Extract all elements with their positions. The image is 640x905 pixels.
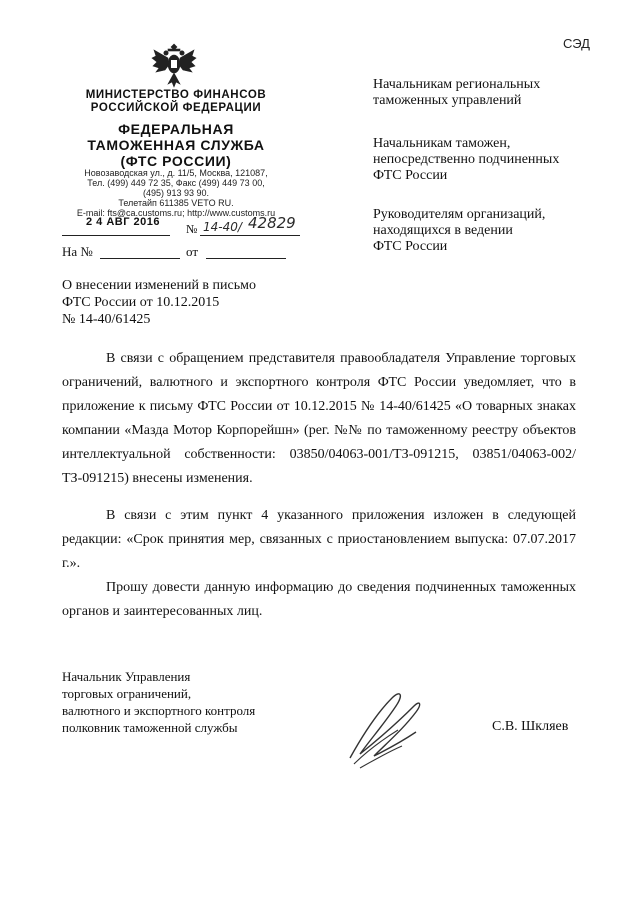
subject-line: О внесении изменений в письмо: [62, 278, 256, 293]
contact-teletype: Телетайп 611385 VETO RU.: [118, 198, 234, 208]
position-line: Начальник Управления: [62, 669, 191, 684]
handwritten-number: 14-40/: [203, 220, 242, 234]
reference-label: На №: [62, 244, 93, 259]
addressee-regional: [373, 77, 613, 109]
addressee-line: ФТС России: [373, 168, 448, 183]
addressee-organizations: [373, 207, 613, 255]
addressee-line: таможенных управлений: [373, 93, 522, 108]
subject-line: № 14-40/61425: [62, 312, 151, 327]
ministry-name: [60, 89, 292, 115]
registration-mark: СЭД: [563, 36, 590, 51]
addressee-line: непосредственно подчиненных: [373, 152, 560, 167]
number-label: №: [186, 222, 198, 236]
position-line: полковник таможенной службы: [62, 720, 238, 735]
addressee-line: ФТС России: [373, 239, 448, 254]
service-name: [60, 121, 292, 169]
addressee-line: Начальникам региональных: [373, 77, 541, 92]
service-line-2: ТАМОЖЕННАЯ СЛУЖБА: [87, 137, 265, 153]
registration-date: 2 4 АВГ 2016: [86, 216, 160, 228]
contact-phone-2: (495) 913 93 90.: [142, 188, 210, 198]
signatory-position: [62, 668, 255, 736]
body-paragraph-3: Прошу довести данную информацию до сведения подчиненных таможенных органов и заинтересованных лиц.: [62, 580, 576, 619]
position-line: валютного и экспортного контроля: [62, 703, 256, 718]
addressee-line: Начальникам таможен,: [373, 136, 511, 151]
contact-phone-fax: Тел. (499) 449 72 35, Факс (499) 449 73 00,: [87, 178, 265, 188]
reference-date-line: [206, 258, 286, 259]
reference-number-line: [100, 258, 180, 259]
ministry-line-2: РОССИЙСКОЙ ФЕДЕРАЦИИ: [90, 102, 262, 114]
service-line-3: (ФТС РОССИИ): [120, 153, 232, 169]
reference-from-label: от: [186, 244, 199, 259]
addressee-customs: [373, 136, 613, 184]
contact-address: Новозаводская ул., д. 11/5, Москва, 121087,: [84, 168, 268, 178]
subject-line: ФТС России от 10.12.2015: [62, 295, 220, 310]
position-line: торговых ограничений,: [62, 686, 192, 701]
handwritten-number-2: 42829: [248, 214, 296, 232]
addressee-line: Руководителям организаций,: [373, 207, 546, 222]
signatory-name: С.В. Шкляев: [492, 719, 569, 734]
service-line-1: ФЕДЕРАЛЬНАЯ: [118, 121, 234, 137]
handwritten-signature: [330, 680, 470, 780]
addressee-line: находящихся в ведении: [373, 223, 513, 238]
russian-coat-of-arms-icon: [150, 40, 198, 90]
body-paragraph-1: В связи с обращением представителя правообладателя Управление торговых ограничений, валютного и экспортного контроля ФТС России уведомляет, что в приложение к письму ФТС России от 10.12.2015 № 14-40/61425 «О товарных знаках компании «Мазда Мотор Корпорейшн» (рег. №№ по таможенному реестру объектов интеллектуальной собственности: 03850/04063-001/ТЗ-091215, 03851/04063-002/ТЗ-091215) внесены изменения.: [62, 351, 576, 486]
letter-subject: [62, 277, 302, 328]
sender-contacts: [60, 168, 292, 218]
ministry-line-1: МИНИСТЕРСТВО ФИНАНСОВ: [85, 89, 267, 101]
contact-email-web: E-mail: fts@ca.customs.ru; http://www.customs.ru: [76, 208, 276, 218]
body-paragraph-2: В связи с этим пункт 4 указанного приложения изложен в следующей редакции: «Срок принятия мер, связанных с приостановлением выпуска: 07.07.2017 г.».: [62, 508, 576, 571]
